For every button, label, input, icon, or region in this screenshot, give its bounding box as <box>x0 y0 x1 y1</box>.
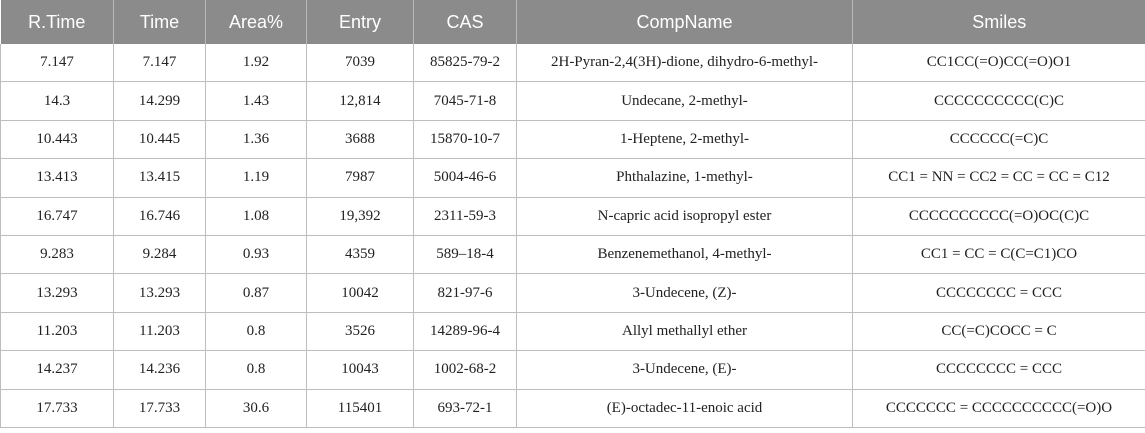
cell-time: 10.445 <box>114 120 206 158</box>
cell-rtime: 17.733 <box>1 389 114 427</box>
cell-rtime: 14.237 <box>1 351 114 389</box>
cell-rtime: 11.203 <box>1 312 114 350</box>
cell-smiles: CCCCCCCCCC(C)C <box>853 82 1145 120</box>
header-row <box>1 0 1145 44</box>
cell-compname: 3-Undecene, (E)- <box>517 351 853 389</box>
cell-entry: 7987 <box>307 159 414 197</box>
cell-smiles: CC(=C)COCC = C <box>853 312 1145 350</box>
column-header-area: Area% <box>206 0 307 44</box>
cell-cas: 7045-71-8 <box>414 82 517 120</box>
table-row <box>1 197 1145 235</box>
cell-time: 17.733 <box>114 389 206 427</box>
cell-rtime: 13.293 <box>1 274 114 312</box>
cell-area: 1.08 <box>206 197 307 235</box>
cell-compname: N-capric acid isopropyl ester <box>517 197 853 235</box>
cell-smiles: CC1 = CC = C(C=C1)CO <box>853 235 1145 273</box>
cell-compname: Undecane, 2-methyl- <box>517 82 853 120</box>
cell-entry: 115401 <box>307 389 414 427</box>
cell-time: 9.284 <box>114 235 206 273</box>
column-header-entry: Entry <box>307 0 414 44</box>
table-row <box>1 274 1145 312</box>
cell-cas: 693-72-1 <box>414 389 517 427</box>
table-row <box>1 235 1145 273</box>
cell-area: 0.87 <box>206 274 307 312</box>
cell-rtime: 16.747 <box>1 197 114 235</box>
cell-entry: 3526 <box>307 312 414 350</box>
cell-entry: 4359 <box>307 235 414 273</box>
table-row <box>1 389 1145 427</box>
cell-time: 13.293 <box>114 274 206 312</box>
cell-entry: 19,392 <box>307 197 414 235</box>
cell-rtime: 14.3 <box>1 82 114 120</box>
cell-cas: 2311-59-3 <box>414 197 517 235</box>
cell-smiles: CCCCCCCC = CCC <box>853 351 1145 389</box>
cell-area: 0.8 <box>206 351 307 389</box>
table-row <box>1 159 1145 197</box>
cell-rtime: 9.283 <box>1 235 114 273</box>
cell-cas: 821-97-6 <box>414 274 517 312</box>
table-row <box>1 351 1145 389</box>
cell-compname: 3-Undecene, (Z)- <box>517 274 853 312</box>
cell-area: 0.93 <box>206 235 307 273</box>
cell-compname: 2H-Pyran-2,4(3H)-dione, dihydro-6-methyl- <box>517 44 853 82</box>
cell-cas: 1002-68-2 <box>414 351 517 389</box>
table-row <box>1 44 1145 82</box>
cell-smiles: CCCCCCC = CCCCCCCCCC(=O)O <box>853 389 1145 427</box>
cell-smiles: CC1 = NN = CC2 = CC = CC = C12 <box>853 159 1145 197</box>
cell-area: 1.43 <box>206 82 307 120</box>
cell-cas: 15870-10-7 <box>414 120 517 158</box>
cell-time: 7.147 <box>114 44 206 82</box>
cell-cas: 85825-79-2 <box>414 44 517 82</box>
cell-cas: 5004-46-6 <box>414 159 517 197</box>
cell-smiles: CC1CC(=O)CC(=O)O1 <box>853 44 1145 82</box>
table-row <box>1 312 1145 350</box>
column-header-time: Time <box>114 0 206 44</box>
cell-entry: 10042 <box>307 274 414 312</box>
cell-area: 1.92 <box>206 44 307 82</box>
cell-rtime: 7.147 <box>1 44 114 82</box>
table-row <box>1 82 1145 120</box>
table-row <box>1 120 1145 158</box>
cell-cas: 14289-96-4 <box>414 312 517 350</box>
cell-entry: 3688 <box>307 120 414 158</box>
cell-rtime: 13.413 <box>1 159 114 197</box>
cell-compname: Allyl methallyl ether <box>517 312 853 350</box>
column-header-rtime: R.Time <box>1 0 114 44</box>
cell-area: 1.19 <box>206 159 307 197</box>
cell-entry: 10043 <box>307 351 414 389</box>
cell-entry: 12,814 <box>307 82 414 120</box>
cell-time: 11.203 <box>114 312 206 350</box>
cell-smiles: CCCCCCCC = CCC <box>853 274 1145 312</box>
cell-area: 0.8 <box>206 312 307 350</box>
cell-compname: Benzenemethanol, 4-methyl- <box>517 235 853 273</box>
cell-compname: (E)-octadec-11-enoic acid <box>517 389 853 427</box>
cell-cas: 589–18-4 <box>414 235 517 273</box>
cell-smiles: CCCCCC(=C)C <box>853 120 1145 158</box>
cell-compname: Phthalazine, 1-methyl- <box>517 159 853 197</box>
cell-time: 13.415 <box>114 159 206 197</box>
cell-compname: 1-Heptene, 2-methyl- <box>517 120 853 158</box>
cell-entry: 7039 <box>307 44 414 82</box>
cell-area: 30.6 <box>206 389 307 427</box>
cell-time: 14.236 <box>114 351 206 389</box>
cell-smiles: CCCCCCCCCC(=O)OC(C)C <box>853 197 1145 235</box>
cell-area: 1.36 <box>206 120 307 158</box>
cell-time: 14.299 <box>114 82 206 120</box>
column-header-smiles: Smiles <box>853 0 1145 44</box>
cell-time: 16.746 <box>114 197 206 235</box>
cell-rtime: 10.443 <box>1 120 114 158</box>
column-header-compname: CompName <box>517 0 853 44</box>
column-header-cas: CAS <box>414 0 517 44</box>
